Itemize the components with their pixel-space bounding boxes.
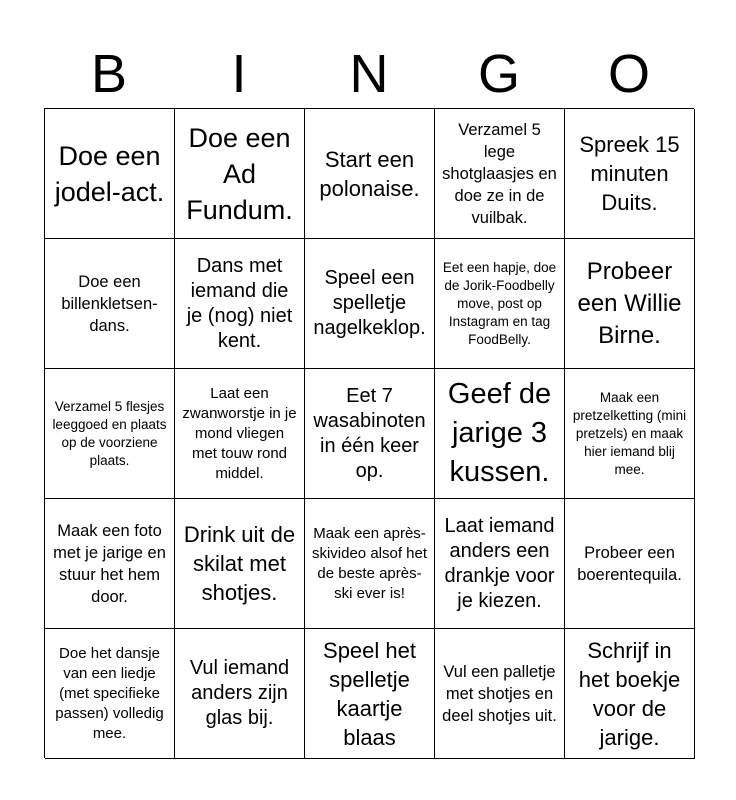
cell-text: Schrijf in het boekje voor de jarige.: [578, 637, 681, 750]
bingo-cell[interactable]: [305, 369, 435, 499]
bingo-cell[interactable]: [435, 499, 565, 629]
bingo-cell[interactable]: [565, 109, 695, 239]
cell-text: Laat een zwanworstje in je mond vliegen met touw rond middel.: [182, 384, 297, 482]
cell-text: Doe een billenkletsen-dans.: [61, 272, 158, 335]
bingo-cell[interactable]: [305, 109, 435, 239]
header-letter-g: G: [477, 44, 520, 104]
bingo-cell[interactable]: [45, 239, 175, 369]
header-letter-o: O: [607, 44, 650, 104]
cell-text: Doe een Ad Fundum.: [186, 122, 293, 225]
cell-text: Eet 7 wasabinoten in één keer op.: [313, 384, 426, 482]
cell-text: Doe het dansje van een liedje (met specifieke passen) volledig mee.: [55, 644, 164, 742]
bingo-cell[interactable]: [175, 109, 305, 239]
header-letter-n: N: [349, 44, 389, 104]
cell-text: Verzamel 5 lege shotglaasjes en doe ze in de vuilbak.: [442, 120, 557, 227]
header-letter-b: B: [90, 44, 128, 104]
bingo-cell[interactable]: [565, 629, 695, 759]
bingo-header: [44, 44, 694, 104]
cell-text: Vul een palletje met shotjes en deel shotjes uit.: [442, 662, 557, 725]
cell-text: Speel een spelletje nagelkeklop.: [313, 267, 426, 339]
cell-text: Maak een foto met je jarige en stuur het hem door.: [53, 521, 166, 606]
bingo-cell[interactable]: [175, 239, 305, 369]
header-letter-i: I: [231, 44, 247, 104]
cell-text: Drink uit de skilat met shotjes.: [183, 522, 296, 605]
bingo-cell[interactable]: [435, 369, 565, 499]
bingo-cell[interactable]: [565, 499, 695, 629]
bingo-cell[interactable]: [305, 629, 435, 759]
cell-text: Dans met iemand die je (nog) niet kent.: [186, 254, 293, 352]
cell-text: Doe een jodel-act.: [54, 140, 165, 207]
cell-text: Spreek 15 minuten Duits.: [579, 132, 680, 215]
cell-text: Laat iemand anders een drankje voor je kiezen.: [444, 514, 555, 612]
bingo-cell[interactable]: [45, 109, 175, 239]
bingo-cell[interactable]: [565, 239, 695, 369]
bingo-cell[interactable]: [175, 369, 305, 499]
bingo-cell[interactable]: [175, 629, 305, 759]
cell-text: Geef de jarige 3 kussen.: [447, 378, 552, 488]
cell-text: Probeer een Willie Birne.: [577, 257, 682, 349]
bingo-cell[interactable]: [435, 109, 565, 239]
bingo-cell[interactable]: [45, 369, 175, 499]
bingo-cell[interactable]: [565, 369, 695, 499]
bingo-cell[interactable]: [45, 629, 175, 759]
cell-text: Start een polonaise.: [319, 146, 420, 201]
bingo-cell[interactable]: [45, 499, 175, 629]
bingo-cell[interactable]: [435, 239, 565, 369]
bingo-board: [44, 108, 694, 758]
cell-text: Verzamel 5 flesjes leeggoed en plaats op de voorziene plaats.: [52, 398, 167, 468]
bingo-cell[interactable]: [175, 499, 305, 629]
cell-text: Maak een pretzelketting (mini pretzels) en maak hier iemand blij mee.: [572, 389, 687, 477]
bingo-cell[interactable]: [305, 499, 435, 629]
cell-text: Eet een hapje, doe de Jorik-Foodbelly move, post op Instagram en tag FoodBelly.: [442, 259, 557, 347]
cell-text: Vul iemand anders zijn glas bij.: [189, 657, 290, 729]
cell-text: Speel het spelletje kaartje blaas: [323, 637, 416, 750]
cell-text: Probeer een boerentequila.: [577, 543, 682, 584]
bingo-cell[interactable]: [435, 629, 565, 759]
bingo-cell[interactable]: [305, 239, 435, 369]
cell-text: Maak een après-skivideo alsof het de beste après-ski ever is!: [311, 524, 428, 602]
